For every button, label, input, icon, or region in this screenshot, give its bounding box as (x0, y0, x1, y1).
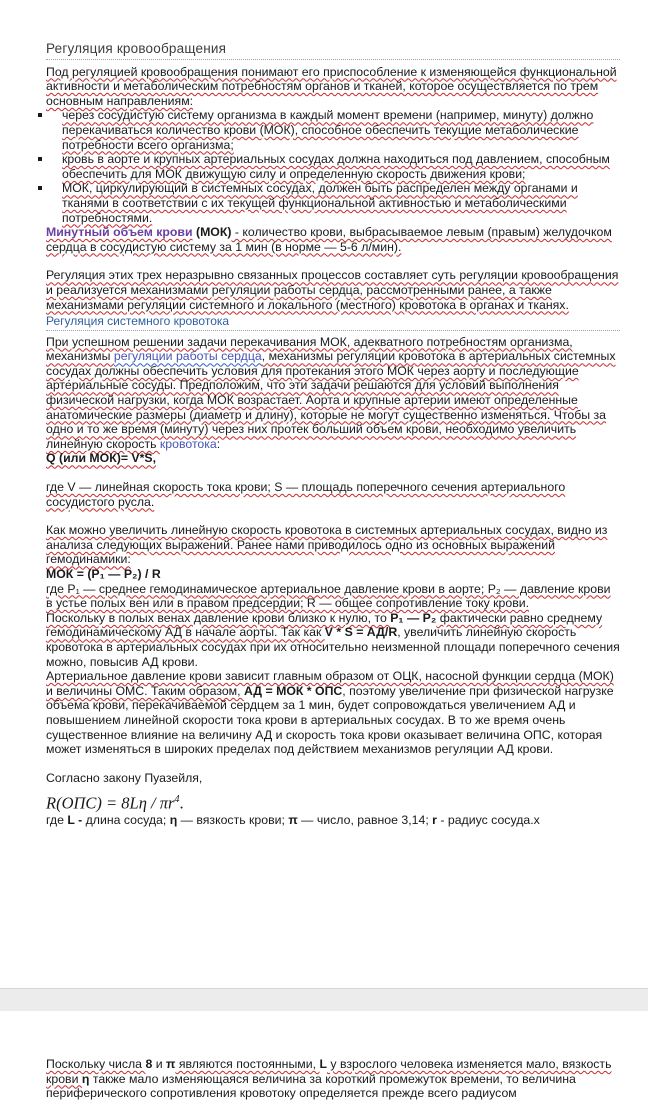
page-2-paragraph: Поскольку числа 8 и π являются постоянными, L у взрослого человека изменяется мало, вязкость крови η также мало изменяющаяся величина за короткий промежуток времени, то величина периферического сопротивления кровотоку определяется прежде всего радиусом (46, 1057, 612, 1101)
intro-paragraph: Под регуляцией кровообращения понимают его приспособление к изменяющейся функциональной активности и метаболическим потребностям органов и тканей, которое осуществляется по трем основным направлениям: (46, 64, 617, 108)
because-paragraph: Поскольку в полых венах давление крови близко к нулю, то P₁ — P₂ фактически равно среднему гемодинамическому АД в начале аорты. Так как V * S = АД/R, увеличить линейную скорость кровотока в артериальных сосудах при их относительно неизменной площади поперечного сечения можно, повысив АД крови. (46, 610, 620, 669)
mok-abbr: (МОК) (195, 225, 232, 240)
list-item: кровь в аорте и крупных артериальных сосудах должна находиться под давлением, способным обеспечить для МОК движущую силу и определенную скорость движения крови; (46, 152, 620, 181)
ad-paragraph: Артериальное давление крови зависит главным образом от ОЦК, насосной функции сердца (МОК) и величины ОМС. Таким образом, АД = МОК * ОПС, поэтому увеличение при физической нагрузке объема крови, перекачиваемой сердцем за 1 мин, будет сопровождаться увеличением АД и повышением линейной скорости тока крови в артериальных сосудах. В то же время очень существенное влияние на величину АД и скорость тока крови оказывает величина ОПС, которая может изменяться в широких пределах под действием механизмов регуляции АД крови. (46, 669, 614, 757)
page-1-content (46, 42, 620, 828)
page-2-content (46, 1057, 620, 1101)
where-p-paragraph: где P₁ — среднее гемодинамическое артериальное давление крови в аорте; P₂ — давление крови в устье полых вен или в правом предсердии; R — общее сопротивление току крови. (46, 581, 611, 611)
subheading-system-flow: Регуляция системного кровотока (46, 314, 620, 331)
where-r-paragraph: где L - длина сосуда; η — вязкость крови; π — число, равное 3,14; r - радиус сосуда.х (46, 813, 540, 828)
regulation-paragraph: Регуляция этих трех неразрывно связанных процессов составляет суть регуляции кровообращения и реализуется механизмами регуляции работы сердца, рассмотренными ранее, а также механизмами регуляции системного и локального (местного) кровотока в органах и тканях. (46, 268, 619, 312)
increase-paragraph: Как можно увеличить линейную скорость кровотока в системных артериальных сосудах, видно из анализа следующих выражений. Ранее нами приводилось одно из основных выражений гемодинамики: (46, 523, 608, 567)
page-heading: Регуляция кровообращения (46, 42, 620, 60)
formula-mok: МОК = (P₁ — P₂) / R (46, 567, 161, 581)
mok-term-link[interactable]: Минутный объем крови (46, 225, 193, 240)
list-item: через сосудистую систему организма в каждый момент времени (например, минуту) должно перекачиваться количество крови (МОК), способное обеспечить текущие метаболические потребности всего организма; (46, 108, 620, 152)
mok-definition (46, 225, 620, 254)
list-item: МОК, циркулирующий в системных сосудах, должен быть распределен между органами и тканями в соответствии с их текущей функциональной активностью и метаболическими потребностями. (46, 181, 620, 225)
link-heart-regulation[interactable]: регуляции работы сердца (113, 349, 262, 364)
page-break (0, 988, 648, 1012)
directions-list (46, 108, 620, 225)
link-blood-flow[interactable]: кровотока (159, 436, 217, 451)
poiseuille-formula: $R(ОПС) = 8L\eta / \pi r^4$. (46, 793, 184, 813)
system-flow-paragraph: При успешном решении задачи перекачивания МОК, адекватного потребностям организма, механизмы регуляции работы сердца, механизмы регуляции кровотока в артериальных системных сосудах должны обеспечить условия для протекания этого МОК через аорту и последующие артериальные сосуды. Предположим, что эти задачи решаются для условий выполнения физической нагрузки, когда МОК возрастает. Аорта и крупные артерии имеют определенные анатомические размеры (диаметр и длину), которые не могут существенно изменяться. Чтобы за одно и то же время (минуту) через них протек больший объем крови, необходимо увеличить линейную скорость кровотока: (46, 334, 616, 451)
mok-text: - количество крови, выбрасываемое левым (правым) желудочком сердца в сосудистую систему за 1 мин (в норме — 5-6 л/мин). (46, 225, 612, 254)
where-q-paragraph: где V — линейная скорость тока крови; S — площадь поперечного сечения артериального сосудистого русла. (46, 480, 566, 509)
poiseuille-line: Согласно закону Пуазейля, (46, 770, 203, 785)
formula-q: Q (или МОК)= V*S, (46, 451, 157, 466)
document-page-2 (0, 1011, 648, 1110)
